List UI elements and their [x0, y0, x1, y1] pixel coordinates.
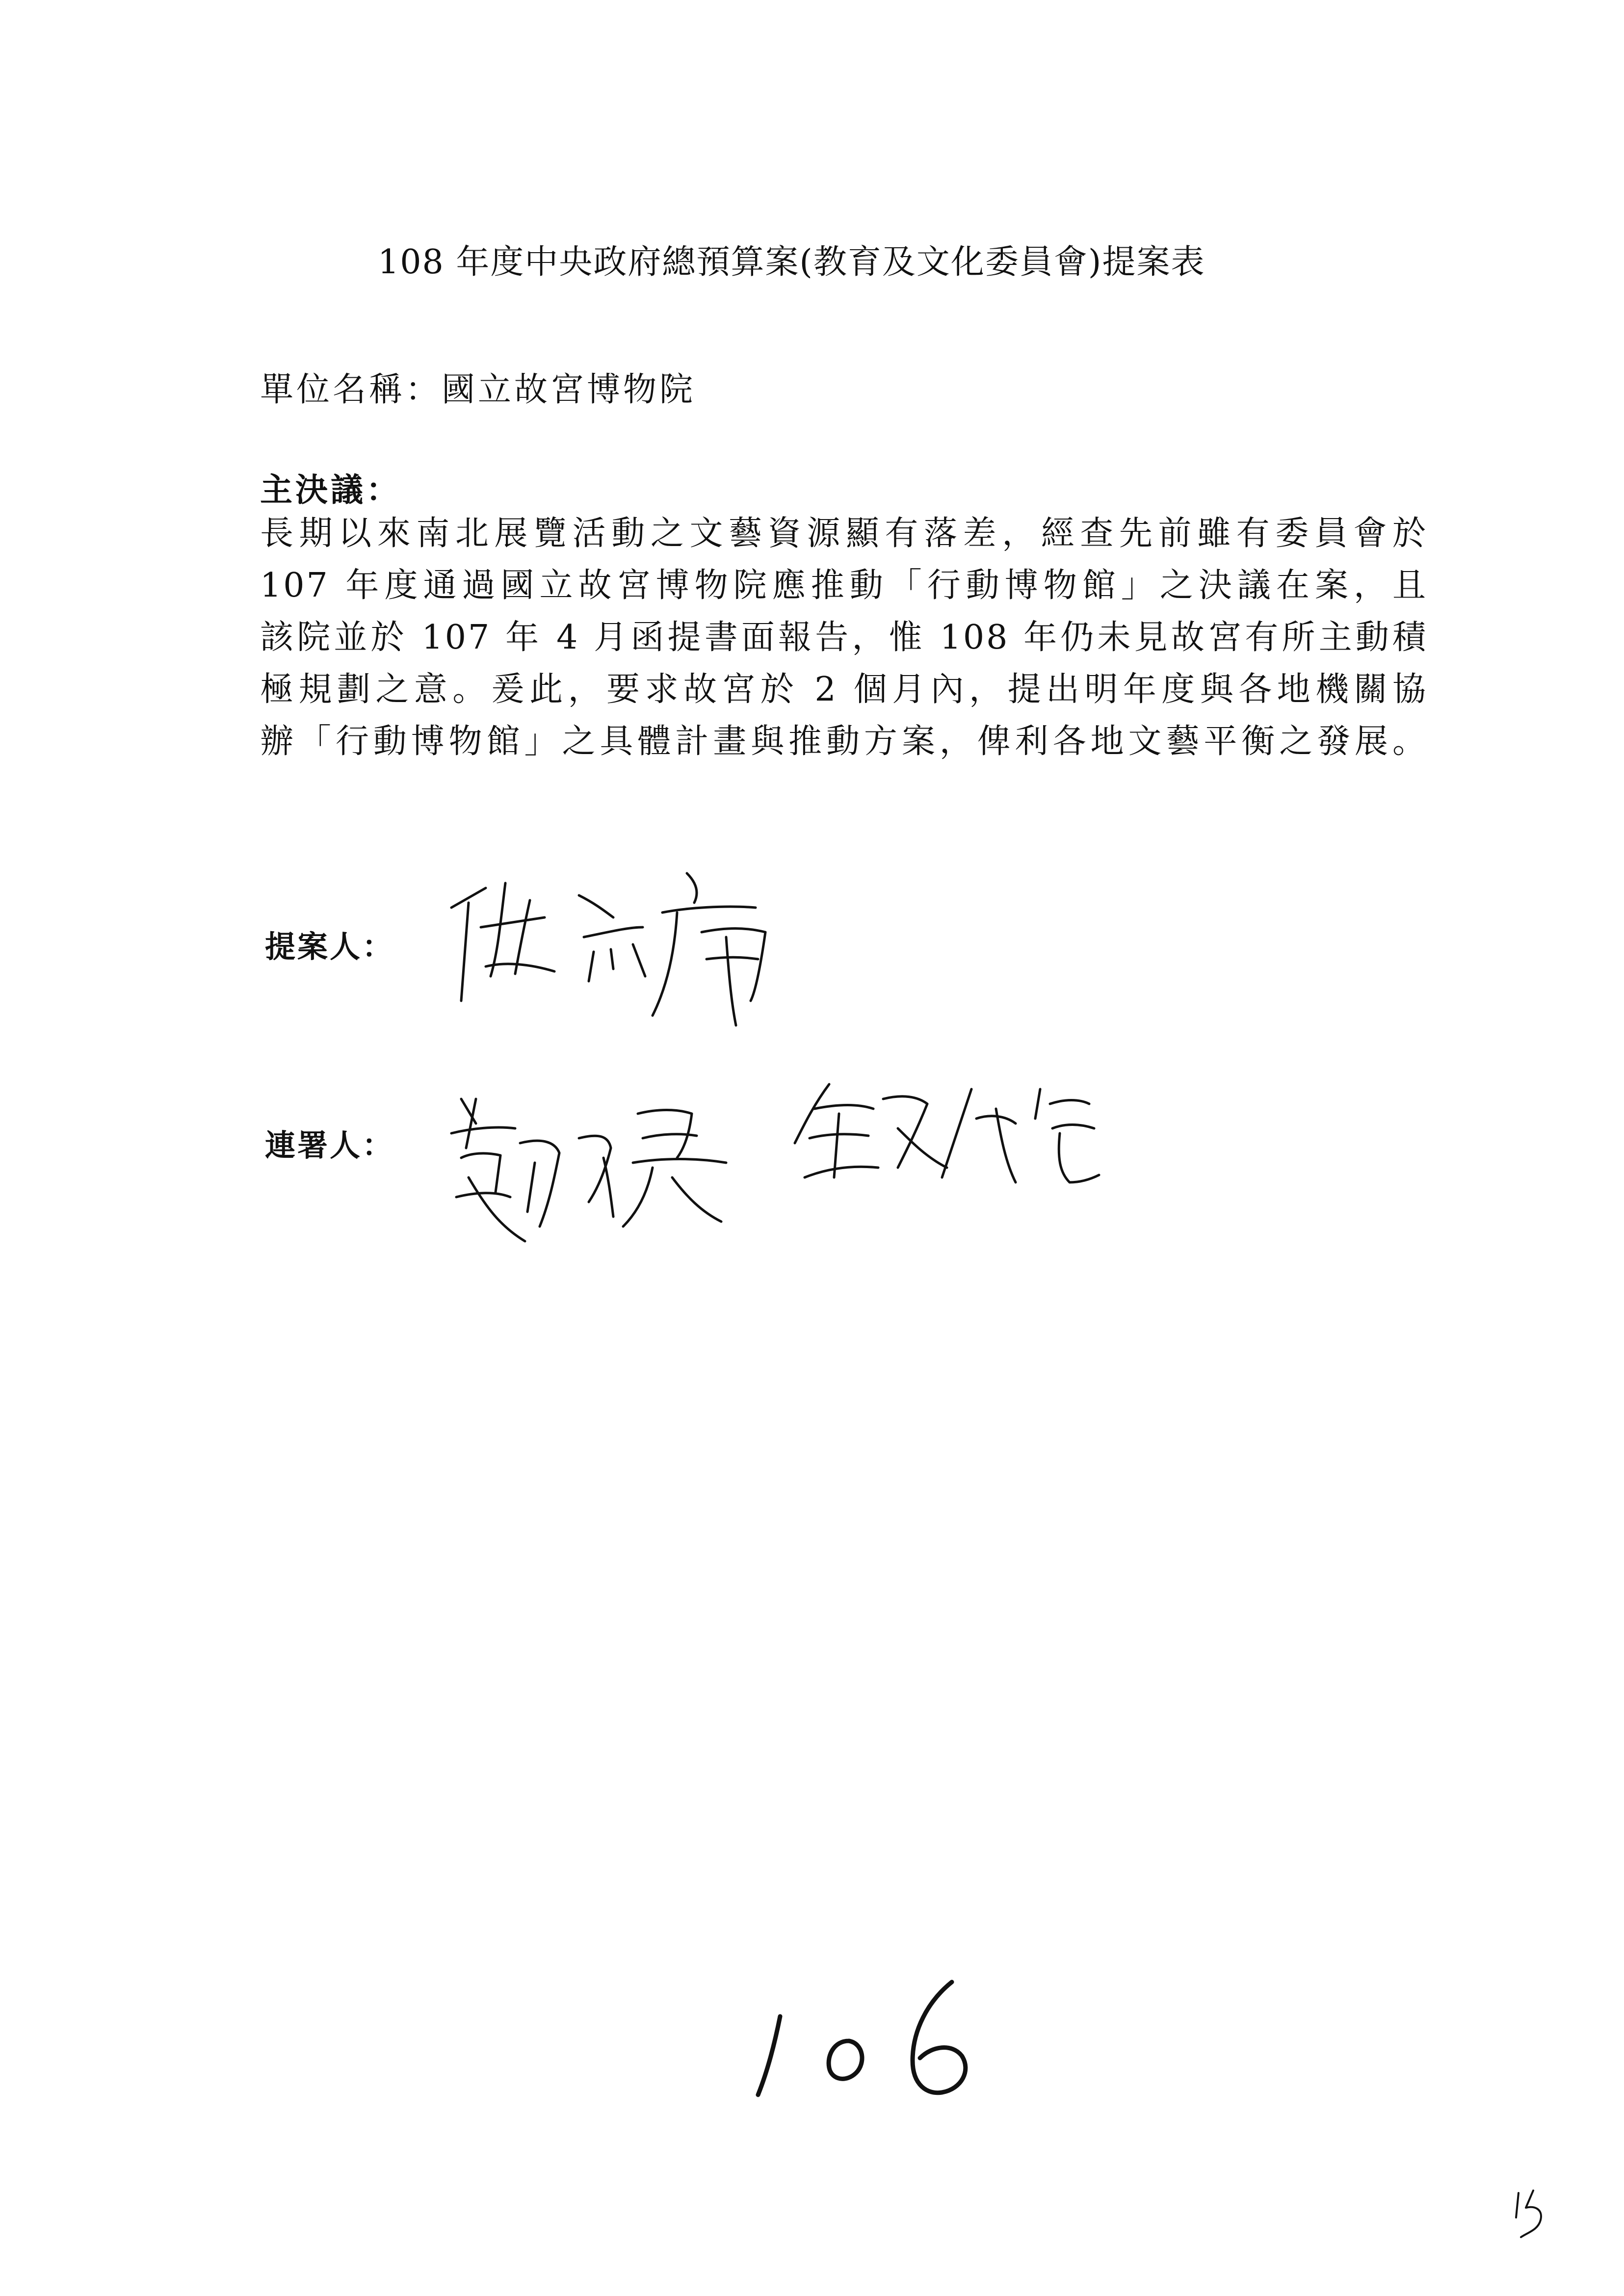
resolution-body	[260, 508, 1428, 768]
resolution-line: 辦「行動博物館」之具體計畫與推動方案，俾利各地文藝平衡之發展。	[260, 722, 1428, 761]
document-title: 108 年度中央政府總預算案(教育及文化委員會)提案表	[378, 243, 1205, 282]
cosigner-signature	[442, 1079, 746, 1246]
cosigner-signature	[785, 1070, 1109, 1197]
resolution-line: 107 年度通過國立故宮博物院應推動「行動博物館」之決議在案，且	[260, 566, 1428, 605]
unit-name-line: 單位名稱：國立故宮博物院	[260, 370, 696, 409]
resolution-line: 長期以來南北展覽活動之文藝資源顯有落差，經查先前雖有委員會於	[260, 514, 1428, 553]
handwritten-page-number	[746, 1972, 1001, 2110]
resolution-heading: 主決議：	[260, 470, 401, 509]
proposer-signature	[432, 854, 814, 1030]
resolution-line: 該院並於 107 年 4 月函提書面報告，惟 108 年仍未見故宮有所主動積	[260, 618, 1428, 657]
cosigners-label: 連署人：	[265, 1127, 395, 1163]
proposer-label: 提案人：	[265, 929, 395, 965]
corner-handwritten-mark	[1514, 2183, 1553, 2242]
resolution-line: 極規劃之意。爰此，要求故宮於 2 個月內，提出明年度與各地機關協	[260, 670, 1428, 709]
